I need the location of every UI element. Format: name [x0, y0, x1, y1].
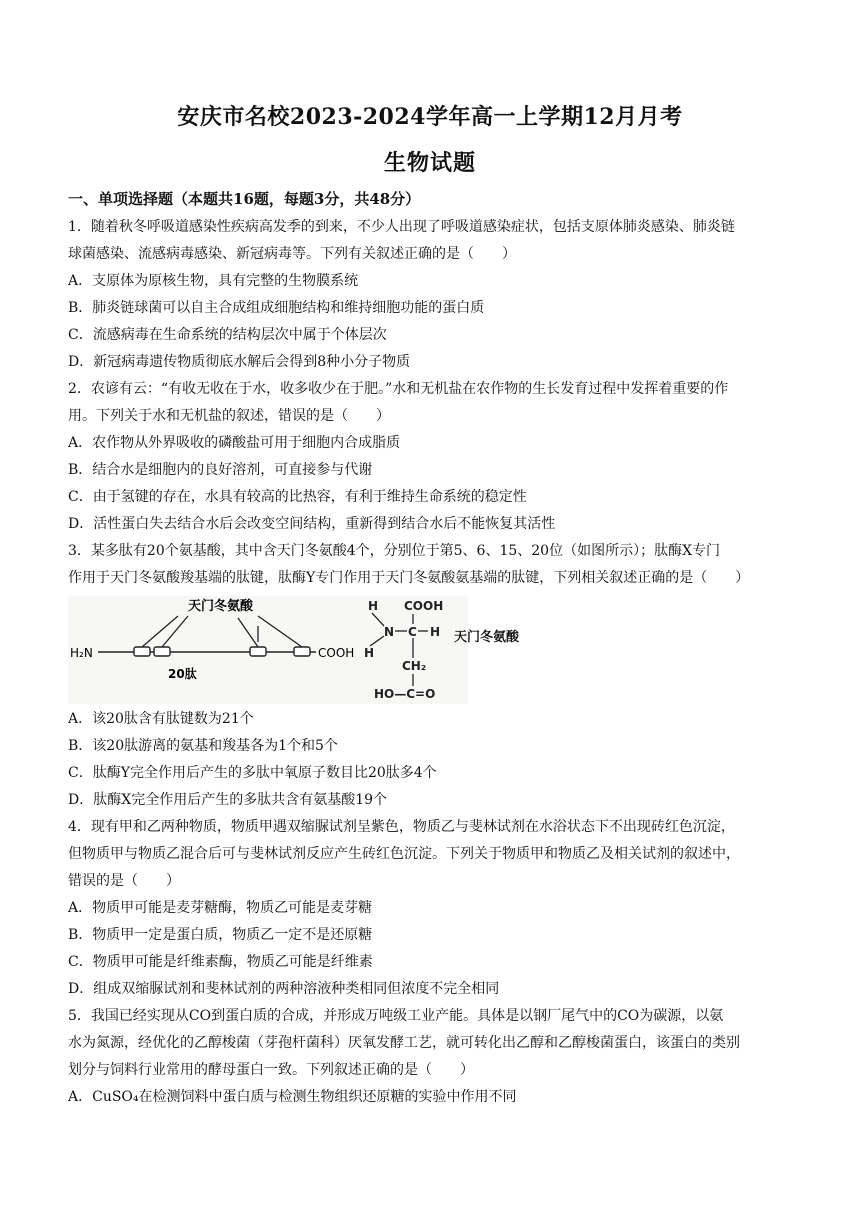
- struct-n: N: [384, 625, 395, 639]
- question-stem-line: 球菌感染、流感病毒感染、新冠病毒等。下列有关叙述正确的是（ ）: [68, 246, 516, 262]
- peptide-diagram: [68, 596, 468, 704]
- asp-residue-15: [250, 647, 266, 656]
- option-a: A．支原体为原核生物，具有完整的生物膜系统: [68, 273, 359, 289]
- option-a: A．物质甲可能是麦芽糖酶，物质乙可能是麦芽糖: [68, 900, 373, 916]
- question-stem-line: 划分与饲料行业常用的酵母蛋白一致。下列叙述正确的是（ ）: [68, 1062, 474, 1078]
- option-b: B．该20肽游离的氨基和羧基各为1个和5个: [68, 738, 338, 754]
- option-d: D．活性蛋白失去结合水后会改变空间结构，重新得到结合水后不能恢复其活性: [68, 516, 556, 532]
- question-stem-line: 3．某多肽有20个氨基酸，其中含天门冬氨酸4个，分别位于第5、6、15、20位（如图所示）；肽酶X专门: [68, 543, 721, 559]
- question-stem-line: 水为氮源，经优化的乙醇梭菌（芽孢杆菌科）厌氧发酵工艺，就可转化出乙醇和乙醇梭菌蛋白，该蛋白的类别: [68, 1035, 740, 1051]
- question-stem-line: 用。下列关于水和无机盐的叙述，错误的是（ ）: [68, 408, 390, 424]
- question-2: [68, 376, 794, 538]
- struct-cooh: COOH: [404, 599, 444, 613]
- struct-carboxyl: HO—C=O: [374, 687, 436, 701]
- option-b: B．结合水是细胞内的良好溶剂，可直接参与代谢: [68, 462, 373, 478]
- option-a: A．该20肽含有肽键数为21个: [68, 711, 254, 727]
- struct-c: C: [408, 625, 417, 639]
- struct-h-bottom: H: [364, 646, 375, 660]
- peptide-length-label: 20肽: [168, 667, 197, 681]
- page-title: 安庆市名校2023-2024学年高一上学期12月月考: [177, 104, 683, 130]
- option-c: C．流感病毒在生命系统的结构层次中属于个体层次: [68, 327, 387, 343]
- option-b: B．肺炎链球菌可以自主合成组成细胞结构和维持细胞功能的蛋白质: [68, 300, 485, 316]
- option-c: C．肽酶Y完全作用后产生的多肽中氧原子数目比20肽多4个: [68, 765, 437, 781]
- asp-residue-20: [294, 647, 310, 656]
- question-list: [68, 214, 794, 1111]
- amino-terminus-label: H₂N: [70, 646, 93, 660]
- option-a: A．农作物从外界吸收的磷酸盐可用于细胞内合成脂质: [68, 435, 401, 451]
- question-stem-line: 4．现有甲和乙两种物质，物质甲遇双缩脲试剂呈紫色，物质乙与斐林试剂在水浴状态下不出现砖红色沉淀，: [68, 819, 735, 835]
- asp-residue-5: [134, 647, 150, 656]
- struct-ch2: CH₂: [402, 659, 427, 673]
- option-b: B．物质甲一定是蛋白质，物质乙一定不是还原糖: [68, 927, 373, 943]
- asp-label-top: 天门冬氨酸: [188, 599, 254, 614]
- question-4: [68, 814, 794, 1003]
- question-stem-line: 1．随着秋冬呼吸道感染性疾病高发季的到来，不少人出现了呼吸道感染症状，包括支原体肺炎感染、肺炎链: [68, 219, 735, 235]
- struct-h-top: H: [368, 599, 379, 613]
- option-d: D．肽酶X完全作用后产生的多肽共含有氨基酸19个: [68, 792, 388, 808]
- question-stem-line: 作用于天门冬氨酸羧基端的肽键，肽酶Y专门作用于天门冬氨酸氨基端的肽键，下列相关叙述正确的是（ ）: [68, 570, 750, 586]
- question-1: [68, 214, 794, 376]
- question-5: [68, 1003, 794, 1111]
- question-stem-line: 但物质甲与物质乙混合后可与斐林试剂反应产生砖红色沉淀。下列关于物质甲和物质乙及相关试剂的叙述中，: [68, 846, 740, 862]
- option-c: C．由于氢键的存在，水具有较高的比热容，有利于维持生命系统的稳定性: [68, 489, 527, 505]
- option-d: D．组成双缩脲试剂和斐林试剂的两种溶液种类相同但浓度不完全相同: [68, 981, 500, 997]
- question-3: [68, 538, 794, 814]
- section-heading: 一、单项选择题（本题共16题，每题3分，共48分）: [68, 190, 421, 208]
- option-d: D．新冠病毒遗传物质彻底水解后会得到8种小分子物质: [68, 354, 411, 370]
- asp-residue-6: [154, 647, 170, 656]
- page-subtitle: 生物试题: [383, 150, 476, 176]
- option-c: C．物质甲可能是纤维素酶，物质乙可能是纤维素: [68, 954, 373, 970]
- question-stem-line: 2．农谚有云：“有收无收在于水，收多收少在于肥。”水和无机盐在农作物的生长发育过程中发挥着重要的作: [68, 381, 729, 397]
- asp-label-right: 天门冬氨酸: [454, 630, 520, 645]
- carboxyl-terminus-label: COOH: [318, 646, 355, 660]
- peptide-figure: [68, 596, 794, 704]
- option-a: A．CuSO₄在检测饲料中蛋白质与检测生物组织还原糖的实验中作用不同: [68, 1089, 517, 1105]
- struct-h-right: H: [430, 625, 441, 639]
- question-stem-line: 错误的是（ ）: [68, 873, 180, 889]
- question-stem-line: 5．我国已经实现从CO到蛋白质的合成，并形成万吨级工业产能。具体是以钢厂尾气中的CO为碳源，以氨: [68, 1008, 724, 1024]
